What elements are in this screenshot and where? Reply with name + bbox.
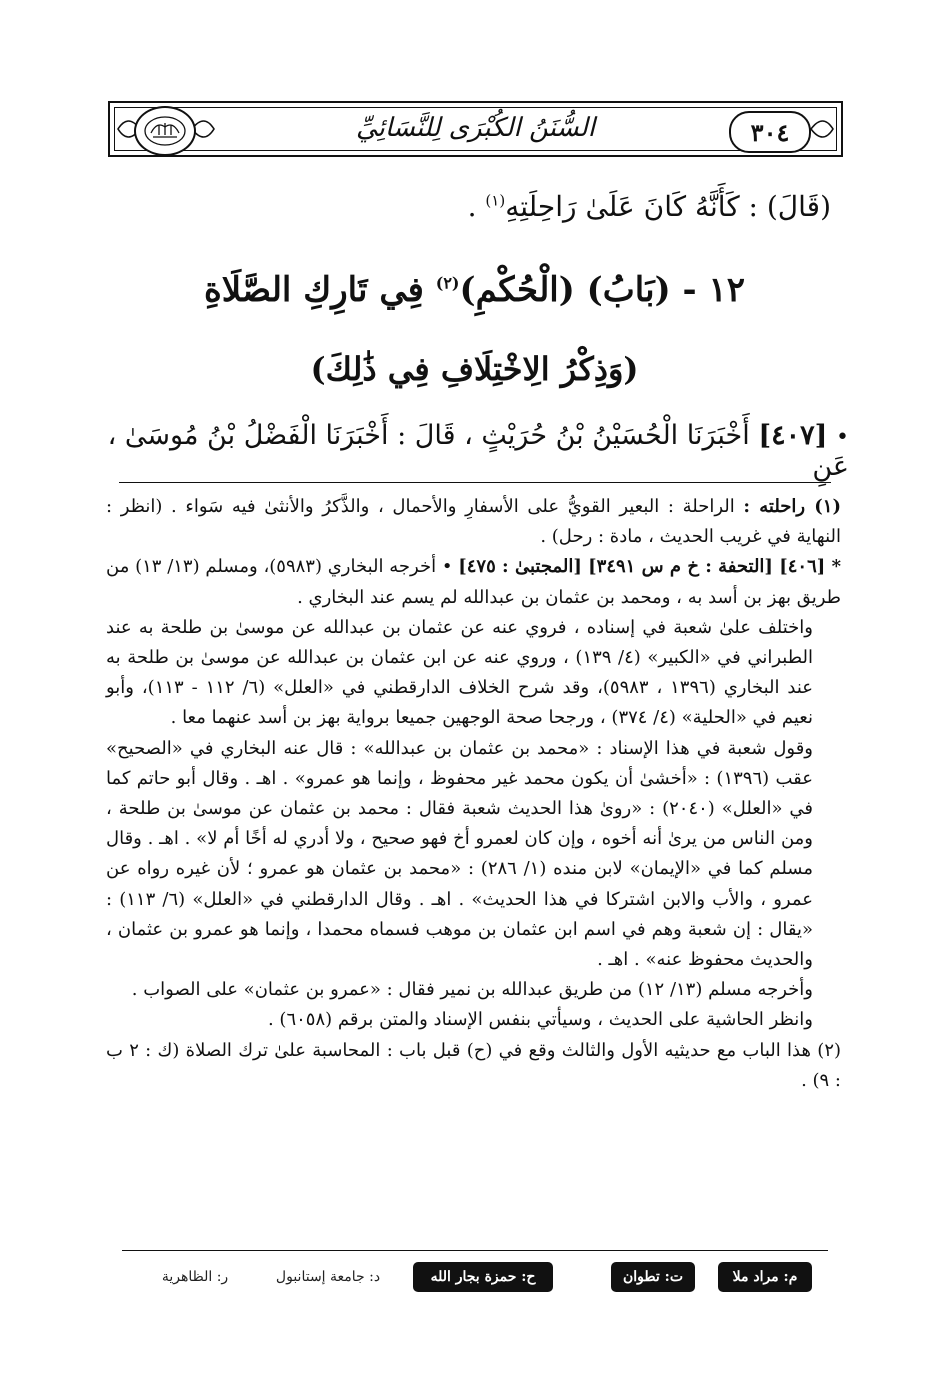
siglum-h: ح: حمزة بجار الله — [413, 1262, 553, 1292]
bullet-icon: • — [836, 425, 849, 450]
footnote-1-text: الراحلة : البعير القويُّ على الأسفارِ والأحمال ، والذَّكرُ والأنثىٰ فيه سَواء . (انظر : النهاية في غريب الحديث ، مادة : رحل) . — [106, 496, 841, 548]
chapter-title-b: فِي تَارِكِ الصَّلَاةِ — [203, 270, 424, 310]
bottom-separator — [122, 1250, 828, 1251]
hadith-line — [105, 420, 849, 482]
chapter-title-a: (بَابُ) (الْحُكْمِ) — [459, 270, 671, 310]
hadith-text: أَخْبَرَنَا الْحُسَيْنُ بْنُ حُرَيْثٍ ، قَالَ : أَخْبَرَنَا الْفَضْلُ بْنُ مُوسَىٰ ، عَنِ — [107, 420, 849, 482]
siglum-d: د: جامعة إستانبول — [275, 1269, 381, 1285]
takhrij-entry — [106, 552, 841, 612]
footnote-2: (٢) هذا الباب مع حديثيه الأول والثالث وقع في (ح) قبل باب : المحاسبة علىٰ ترك الصلاة (ك : ٢ ب : ٩) . — [106, 1039, 842, 1091]
siglum-m: م: مراد ملا — [718, 1262, 812, 1292]
book-title: السُّنَنُ الكُبْرَى لِلنَّسَائِيِّ — [356, 113, 595, 143]
siglum-r: ر: الظاهرية — [161, 1269, 229, 1285]
footnote-ref-1: (١) — [485, 191, 506, 210]
takhrij-paragraph-5: وانظر الحاشية على الحديث ، وسيأتي بنفس الإسناد والمتن برقم (٦٠٥٨) . — [267, 1009, 813, 1031]
text-line-1 — [111, 190, 831, 223]
quote-text: (قَالَ) : كَأَنَّهُ كَانَ عَلَىٰ رَاحِلَتِهِ — [505, 190, 831, 223]
chapter-subtitle: (وَذِكْرُ الِاخْتِلَافِ فِي ذَٰلِكَ) — [310, 350, 639, 388]
takhrij-paragraph-4: وأخرجه مسلم (١٣/ ١٢) من طريق عبدالله بن نمير فقال : «عمرو بن عثمان» على الصواب . — [131, 979, 813, 1001]
running-header — [108, 101, 843, 157]
footnote-separator — [119, 482, 831, 483]
footnotes — [106, 492, 841, 1096]
takhrij-label: * [٤٠٦] [التحفة : خ م س ٣٤٩١] [المجتبىٰ : ٤٧٥] — [458, 556, 841, 578]
takhrij-text: • أخرجه البخاري (٥٩٨٣)، ومسلم (١٣/ ١٣) من طريق بهز بن أسد به ، ومحمد بن عثمان بن عبدالله لم يسم عند البخاري . — [106, 556, 841, 608]
chapter-heading — [0, 270, 949, 310]
footnote-1-label: (١) راحلته : — [743, 496, 841, 517]
takhrij-paragraph-2: واختلف علىٰ شعبة في إسناده ، فروي عنه عن عثمان بن عبدالله عن موسىٰ بن طلحة به عند الطبراني في «الكبير» (٤/ ١٣٩) ، وروي عنه عن ابن عثمان بن عبدالله عن موسىٰ بن طلحة به عند البخاري (١٣٩٦ ، ٥٩٨٣)، وقد شرح الخلاف الدارقطني في «العلل» (٦/ ١١٢ - ١١٣)، وأبو نعيم في «الحلية» (٤/ ٣٧٤) ، ورجحا صحة الوجهين جميعا برواية بهز بن أسد عنهما معا . — [106, 616, 814, 729]
footnote-1 — [106, 492, 841, 552]
hadith-number: [٤٠٧] — [758, 420, 828, 451]
page-number: ٣٠٤ — [729, 111, 811, 153]
footnote-ref-2: (٢) — [435, 273, 460, 293]
takhrij-paragraph-3: وقول شعبة في هذا الإسناد : «محمد بن عثمان بن عبدالله» : قال عنه البخاري في «الصحيح» عقب (١٣٩٦) : «أخشىٰ أن يكون محمد غير محفوظ ، وإنما هو عمرو» . اهـ . وقال أبو حاتم كما في «العلل» (٢٠٤٠) : «روىٰ هذا الحديث شعبة فقال : محمد بن عثمان عن موسىٰ بن طلحة ، ومن الناس من يرىٰ أنه أخوه ، وإن كان لعمرو أخ فهو صحيح ، ولا أدري له أخًا أم لا» . اهـ . وقال مسلم كما في «الإيمان» لابن منده (١/ ٢٨٦) : «محمد بن عثمان هو عمرو ؛ لأن غيره رواه عن عمرو ، والأب والابن اشتركا في هذا الحديث» . اهـ . وقال الدارقطني في «العلل» (٦/ ١١٣) : «يقال : إن شعبة وهم في اسم ابن عثمان بن موهب فسماه محمدا ، وإنما هو عمرو بن عثمان ، والحديث محفوظ عنه» . اهـ . — [106, 737, 813, 971]
chapter-number: ١٢ - — [682, 270, 745, 310]
siglum-t: ت: تطوان — [611, 1262, 695, 1292]
line-end: . — [467, 190, 477, 223]
